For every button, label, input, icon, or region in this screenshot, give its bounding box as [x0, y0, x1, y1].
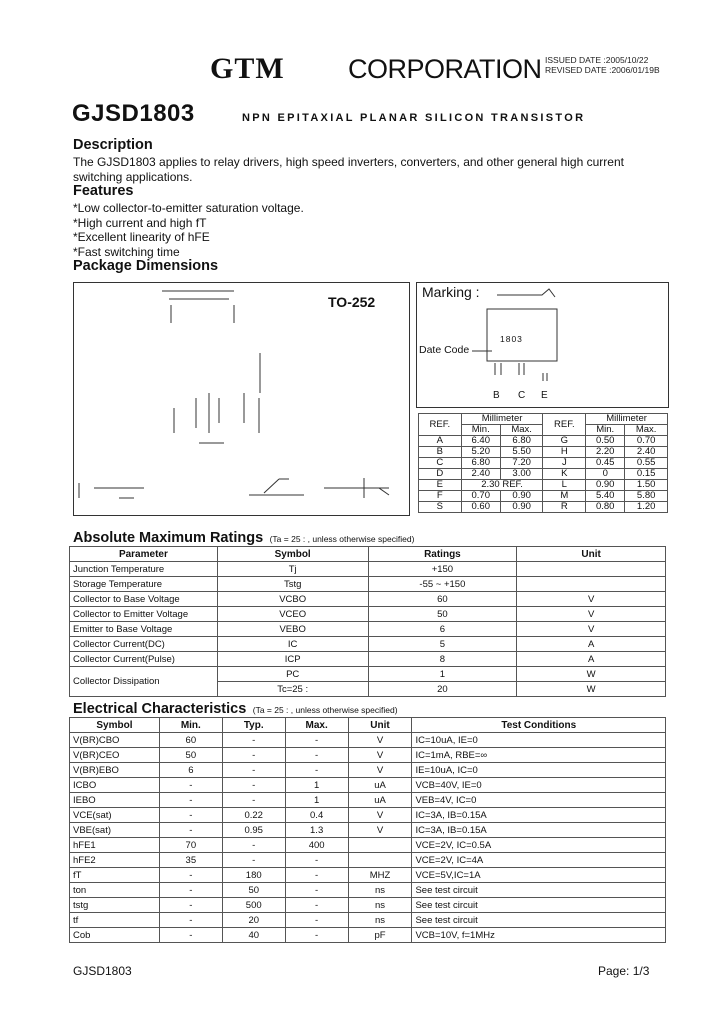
- table-row: [70, 637, 666, 652]
- elec-cell: ns: [348, 913, 412, 928]
- dims-cell: S: [419, 502, 462, 513]
- features-list: [73, 201, 304, 259]
- abs-max-cell: Junction Temperature: [70, 562, 218, 577]
- elec-cell: Cob: [70, 928, 160, 943]
- elec-cell: -: [285, 853, 348, 868]
- elec-col-header: Max.: [285, 718, 348, 733]
- issued-date: ISSUED DATE :2005/10/22: [545, 55, 649, 65]
- elec-cell: -: [222, 763, 285, 778]
- abs-max-cell: 8: [368, 652, 517, 667]
- table-row: [70, 928, 666, 943]
- pin-label-b: B: [493, 390, 500, 401]
- dims-cell: 0.90: [500, 491, 543, 502]
- dissipation-label: Collector Dissipation: [70, 667, 218, 697]
- elec-col-header: Min.: [159, 718, 222, 733]
- elec-cell: VBE(sat): [70, 823, 160, 838]
- dims-cell: 2.40: [625, 447, 668, 458]
- table-row: [70, 838, 666, 853]
- feature-item: *High current and high fT: [73, 215, 207, 230]
- table-row: [70, 883, 666, 898]
- dissipation-unit: W: [517, 667, 666, 682]
- dims-cell: 6.80: [500, 436, 543, 447]
- elec-cell: 180: [222, 868, 285, 883]
- company-name: GTM: [210, 52, 285, 85]
- abs-max-cell: VCEO: [217, 607, 368, 622]
- elec-cell: -: [285, 868, 348, 883]
- elec-cell: -: [222, 853, 285, 868]
- elec-cell: fT: [70, 868, 160, 883]
- dimensions-table: [418, 413, 668, 513]
- abs-max-cell: 5: [368, 637, 517, 652]
- elec-cell: 1: [285, 793, 348, 808]
- table-row: [70, 868, 666, 883]
- table-row: [70, 577, 666, 592]
- abs-max-cell: Collector Current(DC): [70, 637, 218, 652]
- dims-cell: K: [543, 469, 586, 480]
- abs-max-cell: Storage Temperature: [70, 577, 218, 592]
- table-row: [70, 607, 666, 622]
- dims-cell: J: [543, 458, 586, 469]
- device-subtitle: NPN EPITAXIAL PLANAR SILICON TRANSISTOR: [242, 112, 586, 124]
- elec-header-row: [70, 718, 666, 733]
- elec-body: [70, 733, 666, 943]
- dims-cell: R: [543, 502, 586, 513]
- abs-max-dissipation: [70, 667, 666, 697]
- elec-cell: VEB=4V, IC=0: [412, 793, 666, 808]
- pin-label-e: E: [541, 390, 548, 401]
- elec-col-header: Test Conditions: [412, 718, 666, 733]
- elec-cell: -: [285, 928, 348, 943]
- abs-max-cell: 50: [368, 607, 517, 622]
- elec-cell: hFE2: [70, 853, 160, 868]
- elec-cell: ns: [348, 883, 412, 898]
- dims-cell: 0.70: [625, 436, 668, 447]
- elec-cell: V: [348, 808, 412, 823]
- dims-cell: 1.50: [625, 480, 668, 491]
- table-row: [70, 667, 666, 682]
- dims-cell: 0.70: [461, 491, 500, 502]
- elec-cell: VCB=40V, IE=0: [412, 778, 666, 793]
- dims-cell: L: [543, 480, 586, 491]
- elec-cell: IEBO: [70, 793, 160, 808]
- dims-header-max: Max.: [500, 425, 543, 436]
- elec-cell: 1.3: [285, 823, 348, 838]
- table-row: [70, 592, 666, 607]
- elec-cell: ns: [348, 898, 412, 913]
- dims-cell: 5.20: [461, 447, 500, 458]
- elec-cell: V(BR)EBO: [70, 763, 160, 778]
- abs-max-col-header: Ratings: [368, 547, 517, 562]
- dims-cell: 2.30 REF.: [461, 480, 543, 491]
- dims-cell: 0.45: [586, 458, 625, 469]
- elec-col-header: Typ.: [222, 718, 285, 733]
- elec-cell: IC=1mA, RBE=∞: [412, 748, 666, 763]
- elec-cell: [348, 853, 412, 868]
- elec-cell: -: [159, 898, 222, 913]
- elec-cell: MHZ: [348, 868, 412, 883]
- elec-cell: -: [159, 778, 222, 793]
- dissipation-value: 1: [368, 667, 517, 682]
- elec-cell: 500: [222, 898, 285, 913]
- dims-cell: 6.40: [461, 436, 500, 447]
- table-row: [419, 480, 668, 491]
- abs-max-cell: [517, 562, 666, 577]
- table-row: [70, 763, 666, 778]
- description-text: [73, 155, 673, 184]
- dims-cell: 0.90: [586, 480, 625, 491]
- package-drawing-box: [73, 282, 410, 516]
- features-heading: Features: [73, 183, 134, 199]
- package-heading: Package Dimensions: [73, 258, 219, 274]
- elec-cell: ton: [70, 883, 160, 898]
- elec-cell: 40: [222, 928, 285, 943]
- abs-max-cell: Tj: [217, 562, 368, 577]
- part-number: GJSD1803: [72, 100, 195, 127]
- dims-cell: C: [419, 458, 462, 469]
- date-code-label: Date Code: [419, 344, 470, 356]
- elec-cell: 0.22: [222, 808, 285, 823]
- dims-cell: 0.80: [586, 502, 625, 513]
- abs-max-table: [69, 546, 666, 697]
- table-row: [70, 823, 666, 838]
- abs-max-cell: Tstg: [217, 577, 368, 592]
- dims-cell: 2.40: [461, 469, 500, 480]
- elec-cell: V: [348, 733, 412, 748]
- dims-cell: 0.60: [461, 502, 500, 513]
- table-row: [70, 748, 666, 763]
- elec-cell: See test circuit: [412, 913, 666, 928]
- elec-cell: VCE=5V,IC=1A: [412, 868, 666, 883]
- elec-cell: 400: [285, 838, 348, 853]
- elec-cell: -: [159, 883, 222, 898]
- dims-cell: 7.20: [500, 458, 543, 469]
- elec-cell: 60: [159, 733, 222, 748]
- dissipation-symbol: PC: [217, 667, 368, 682]
- dims-cell: 6.80: [461, 458, 500, 469]
- dims-header-row: [419, 414, 668, 425]
- table-row: [70, 898, 666, 913]
- dims-cell: 0.55: [625, 458, 668, 469]
- abs-max-condition: (Ta = 25 : , unless otherwise specified): [269, 534, 415, 544]
- elec-cell: -: [285, 748, 348, 763]
- elec-cell: -: [159, 823, 222, 838]
- elec-cell: tf: [70, 913, 160, 928]
- elec-condition: (Ta = 25 : , unless otherwise specified): [252, 705, 398, 715]
- elec-cell: 0.95: [222, 823, 285, 838]
- package-outline-drawing: [74, 283, 409, 515]
- dims-header-min: Min.: [461, 425, 500, 436]
- elec-cell: pF: [348, 928, 412, 943]
- dims-cell: D: [419, 469, 462, 480]
- feature-item: *Fast switching time: [73, 244, 180, 259]
- elec-cell: -: [285, 883, 348, 898]
- table-row: [419, 469, 668, 480]
- elec-cell: -: [285, 898, 348, 913]
- table-row: [419, 436, 668, 447]
- elec-col-header: Symbol: [70, 718, 160, 733]
- package-type-label: TO-252: [328, 294, 376, 310]
- description-heading: Description: [73, 137, 153, 153]
- elec-cell: -: [222, 778, 285, 793]
- table-row: [70, 733, 666, 748]
- elec-cell: -: [159, 928, 222, 943]
- elec-cell: IC=3A, IB=0.15A: [412, 808, 666, 823]
- elec-cell: -: [159, 868, 222, 883]
- elec-cell: -: [285, 733, 348, 748]
- footer-page-number: Page: 1/3: [598, 964, 650, 978]
- elec-cell: IC=3A, IB=0.15A: [412, 823, 666, 838]
- dims-cell: G: [543, 436, 586, 447]
- elec-cell: tstg: [70, 898, 160, 913]
- elec-cell: -: [222, 733, 285, 748]
- abs-max-col-header: Parameter: [70, 547, 218, 562]
- elec-cell: ICBO: [70, 778, 160, 793]
- table-row: [419, 491, 668, 502]
- table-row: [70, 808, 666, 823]
- table-row: [70, 622, 666, 637]
- dims-cell: 5.40: [586, 491, 625, 502]
- elec-cell: -: [285, 913, 348, 928]
- dims-cell: A: [419, 436, 462, 447]
- table-row: [70, 793, 666, 808]
- dims-cell: 5.80: [625, 491, 668, 502]
- table-row: [419, 447, 668, 458]
- elec-cell: 0.4: [285, 808, 348, 823]
- elec-cell: -: [222, 838, 285, 853]
- feature-item: *Low collector-to-emitter saturation voltage.: [73, 201, 304, 215]
- elec-cell: VCE(sat): [70, 808, 160, 823]
- footer-part-number: GJSD1803: [73, 964, 132, 978]
- description-line-1: The GJSD1803 applies to relay drivers, high speed inverters, converters, and other general high current: [73, 155, 624, 169]
- marking-code: 1803: [500, 334, 523, 344]
- pin-label-c: C: [518, 390, 526, 401]
- dims-cell: 0.15: [625, 469, 668, 480]
- elec-cell: See test circuit: [412, 883, 666, 898]
- dims-cell: 3.00: [500, 469, 543, 480]
- table-row: [419, 502, 668, 513]
- elec-col-header: Unit: [348, 718, 412, 733]
- dims-header-mm: Millimeter: [461, 414, 543, 425]
- dims-header-min: Min.: [586, 425, 625, 436]
- elec-cell: -: [285, 763, 348, 778]
- dims-cell: H: [543, 447, 586, 458]
- elec-cell: See test circuit: [412, 898, 666, 913]
- abs-max-cell: [517, 577, 666, 592]
- dims-cell: 5.50: [500, 447, 543, 458]
- elec-cell: VCB=10V, f=1MHz: [412, 928, 666, 943]
- dissipation-value: 20: [368, 682, 517, 697]
- dims-cell: F: [419, 491, 462, 502]
- elec-cell: VCE=2V, IC=4A: [412, 853, 666, 868]
- elec-cell: 35: [159, 853, 222, 868]
- table-row: [70, 853, 666, 868]
- elec-cell: 1: [285, 778, 348, 793]
- elec-heading-row: [73, 700, 398, 718]
- abs-max-cell: V: [517, 607, 666, 622]
- elec-cell: V(BR)CBO: [70, 733, 160, 748]
- dims-header-ref: REF.: [543, 414, 586, 436]
- abs-max-cell: Collector to Emitter Voltage: [70, 607, 218, 622]
- elec-cell: VCE=2V, IC=0.5A: [412, 838, 666, 853]
- elec-cell: -: [222, 748, 285, 763]
- table-row: [70, 652, 666, 667]
- abs-max-heading-row: [73, 529, 414, 547]
- abs-max-heading: Absolute Maximum Ratings: [73, 530, 264, 546]
- elec-cell: V: [348, 748, 412, 763]
- dims-body: [419, 436, 668, 513]
- abs-max-cell: V: [517, 622, 666, 637]
- dims-cell: E: [419, 480, 462, 491]
- dims-header-mm: Millimeter: [586, 414, 668, 425]
- dims-header-max: Max.: [625, 425, 668, 436]
- elec-cell: -: [159, 913, 222, 928]
- elec-cell: V: [348, 823, 412, 838]
- marking-package-drawing: [417, 283, 668, 407]
- dims-header-ref: REF.: [419, 414, 462, 436]
- document-dates: [545, 55, 660, 75]
- marking-label: Marking :: [422, 284, 480, 300]
- abs-max-cell: A: [517, 637, 666, 652]
- feature-item: *Excellent linearity of hFE: [73, 230, 210, 244]
- elec-cell: 20: [222, 913, 285, 928]
- table-row: [70, 778, 666, 793]
- abs-max-body: [70, 562, 666, 667]
- elec-cell: V(BR)CEO: [70, 748, 160, 763]
- dims-cell: B: [419, 447, 462, 458]
- abs-max-cell: ICP: [217, 652, 368, 667]
- abs-max-cell: A: [517, 652, 666, 667]
- dims-cell: 0.50: [586, 436, 625, 447]
- elec-cell: -: [222, 793, 285, 808]
- elec-cell: 70: [159, 838, 222, 853]
- dissipation-symbol: Tc=25 :: [217, 682, 368, 697]
- abs-max-header-row: [70, 547, 666, 562]
- elec-cell: uA: [348, 793, 412, 808]
- table-row: [70, 913, 666, 928]
- elec-cell: -: [159, 808, 222, 823]
- elec-cell: IC=10uA, IE=0: [412, 733, 666, 748]
- abs-max-col-header: Symbol: [217, 547, 368, 562]
- abs-max-cell: Collector to Base Voltage: [70, 592, 218, 607]
- abs-max-cell: VEBO: [217, 622, 368, 637]
- elec-table: [69, 717, 666, 943]
- abs-max-cell: 60: [368, 592, 517, 607]
- elec-cell: 50: [159, 748, 222, 763]
- marking-box: [416, 282, 669, 408]
- abs-max-cell: V: [517, 592, 666, 607]
- elec-cell: hFE1: [70, 838, 160, 853]
- abs-max-cell: Emitter to Base Voltage: [70, 622, 218, 637]
- abs-max-cell: Collector Current(Pulse): [70, 652, 218, 667]
- elec-cell: 50: [222, 883, 285, 898]
- abs-max-cell: 6: [368, 622, 517, 637]
- elec-cell: IE=10uA, IC=0: [412, 763, 666, 778]
- elec-cell: 6: [159, 763, 222, 778]
- elec-heading: Electrical Characteristics: [73, 701, 247, 717]
- elec-cell: uA: [348, 778, 412, 793]
- elec-cell: [348, 838, 412, 853]
- elec-cell: V: [348, 763, 412, 778]
- revised-date: REVISED DATE :2006/01/19B: [545, 65, 660, 75]
- dims-cell: 0.90: [500, 502, 543, 513]
- table-row: [70, 562, 666, 577]
- table-row: [419, 458, 668, 469]
- abs-max-cell: VCBO: [217, 592, 368, 607]
- dims-cell: 0: [586, 469, 625, 480]
- elec-cell: -: [159, 793, 222, 808]
- abs-max-cell: -55 ~ +150: [368, 577, 517, 592]
- description-line-2: switching applications.: [73, 169, 193, 184]
- abs-max-cell: IC: [217, 637, 368, 652]
- abs-max-cell: +150: [368, 562, 517, 577]
- dims-cell: M: [543, 491, 586, 502]
- abs-max-col-header: Unit: [517, 547, 666, 562]
- dims-cell: 2.20: [586, 447, 625, 458]
- dims-cell: 1.20: [625, 502, 668, 513]
- corporation-label: CORPORATION: [348, 54, 542, 84]
- dissipation-unit: W: [517, 682, 666, 697]
